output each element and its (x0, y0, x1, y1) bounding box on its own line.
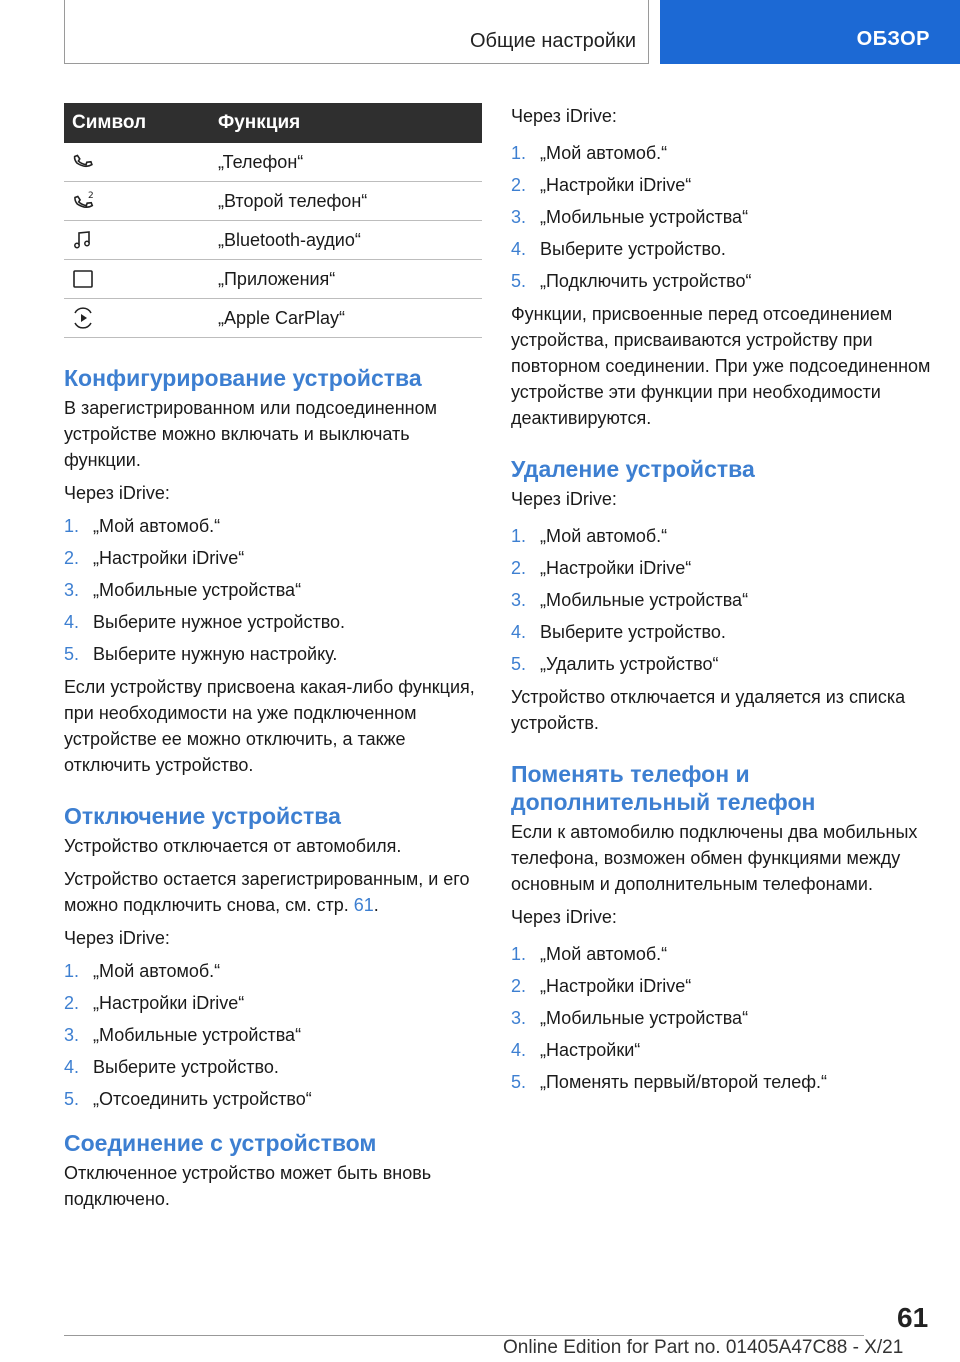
list-item: 4. Выберите устройство. (511, 239, 726, 259)
heading-connect-device: Соединение с устройством (64, 1130, 377, 1156)
list-item: 3. „Мобильные устройства“ (511, 1008, 749, 1028)
table-cell-function: „Apple CarPlay“ (218, 299, 482, 338)
symbol-table (64, 103, 482, 338)
table-cell-function: „Приложения“ (218, 260, 482, 299)
steps-swap (511, 942, 931, 1094)
second-phone-icon (64, 182, 218, 221)
list-item: 1. „Мой автомоб.“ (64, 516, 221, 536)
list-item: 2. „Настройки iDrive“ (511, 175, 692, 195)
table-row (64, 182, 482, 221)
table-header-function: Функция (218, 103, 482, 143)
list-item: 1. „Мой автомоб.“ (64, 961, 221, 981)
paragraph-via-idrive: Через iDrive: (64, 928, 170, 948)
list-item: 1. „Мой автомоб.“ (511, 143, 668, 163)
table-header-symbol: Символ (64, 103, 218, 143)
heading-delete-device: Удаление устройства (511, 456, 755, 482)
heading-disconnect-device: Отключение устройства (64, 803, 341, 829)
steps-disconnect (64, 959, 482, 1111)
footer-divider (64, 1335, 864, 1336)
list-item: 4. Выберите нужное устройство. (64, 612, 346, 632)
heading-configure-device: Конфигурирование устройства (64, 365, 422, 391)
list-item: 2. „Настройки iDrive“ (64, 993, 245, 1013)
paragraph-swap-1: Если к автомобилю подключены два мобильных телефона, возможен обмен функциями между основным и дополнительным телефонами. (511, 822, 918, 894)
paragraph-connect-note: Функции, присвоенные перед отсоединением устройства, присваиваются устройству при повторном соединении. При уже подсоединенном устройстве эти функции при необходимости деактивируются. (511, 304, 931, 428)
steps-delete (511, 524, 931, 676)
table-header-row (64, 103, 482, 143)
list-item: 5. „Отсоединить устройство“ (64, 1089, 312, 1109)
paragraph-delete-note: Устройство отключается и удаляется из списка устройств. (511, 687, 906, 733)
table-row (64, 299, 482, 338)
footer-edition: Online Edition for Part no. 01405A47C88 - X/21 (503, 1337, 904, 1358)
steps-connect (511, 141, 931, 293)
music-note-icon (64, 221, 218, 260)
list-item: 5. „Подключить устройство“ (511, 271, 752, 291)
svg-text:2: 2 (88, 191, 94, 201)
list-item: 2. „Настройки iDrive“ (64, 548, 245, 568)
table-cell-function: „Телефон“ (218, 143, 482, 182)
paragraph-connect-1: Отключенное устройство может быть вновь подключено. (64, 1163, 432, 1209)
list-item: 1. „Мой автомоб.“ (511, 526, 668, 546)
page-link[interactable]: 61 (353, 895, 374, 915)
page-number: 61 (897, 1302, 929, 1333)
header-section-box (64, 0, 649, 64)
list-item: 3. „Мобильные устройства“ (64, 580, 302, 600)
list-item: 4. „Настройки“ (511, 1040, 641, 1060)
paragraph-configure-note: Если устройству присвоена какая-либо функция, при необходимости на уже подключенном устройстве ее можно отключить, а также отключить устройство. (64, 677, 475, 775)
carplay-play-icon (64, 299, 218, 338)
table-cell-function: „Второй телефон“ (218, 182, 482, 221)
list-item: 4. Выберите устройство. (64, 1057, 279, 1077)
list-item: 1. „Мой автомоб.“ (511, 944, 668, 964)
list-item: 5. „Поменять первый/второй телеф.“ (511, 1072, 828, 1092)
list-item: 5. Выберите нужную настройку. (64, 644, 338, 664)
header-tab-overview[interactable]: ОБЗОР (660, 0, 960, 64)
table-row (64, 143, 482, 182)
steps-configure (64, 514, 482, 666)
list-item: 4. Выберите устройство. (511, 622, 726, 642)
list-item: 3. „Мобильные устройства“ (64, 1025, 302, 1045)
phone-icon (64, 143, 218, 182)
heading-swap-phones: Поменять телефон и дополнительный телефон (511, 761, 816, 815)
table-row (64, 221, 482, 260)
paragraph-via-idrive: Через iDrive: (511, 106, 617, 126)
paragraph-disconnect-1: Устройство отключается от автомобиля. (64, 836, 402, 856)
header-section-title: Общие настройки (470, 30, 636, 52)
table-cell-function: „Bluetooth-аудио“ (218, 221, 482, 260)
paragraph-via-idrive: Через iDrive: (64, 483, 170, 503)
apps-square-icon (64, 260, 218, 299)
left-column (64, 103, 482, 1212)
paragraph-configure-intro: В зарегистрированном или подсоединенном устройстве можно включать и выключать функции. (64, 398, 437, 470)
list-item: 2. „Настройки iDrive“ (511, 976, 692, 996)
list-item: 3. „Мобильные устройства“ (511, 590, 749, 610)
list-item: 2. „Настройки iDrive“ (511, 558, 692, 578)
paragraph-disconnect-2: Устройство остается зарегистрированным, и его можно подключить снова, см. стр. 61. (64, 869, 470, 915)
right-column (511, 103, 931, 1102)
paragraph-via-idrive: Через iDrive: (511, 489, 617, 509)
paragraph-via-idrive: Через iDrive: (511, 907, 617, 927)
list-item: 5. „Удалить устройство“ (511, 654, 719, 674)
table-row (64, 260, 482, 299)
list-item: 3. „Мобильные устройства“ (511, 207, 749, 227)
